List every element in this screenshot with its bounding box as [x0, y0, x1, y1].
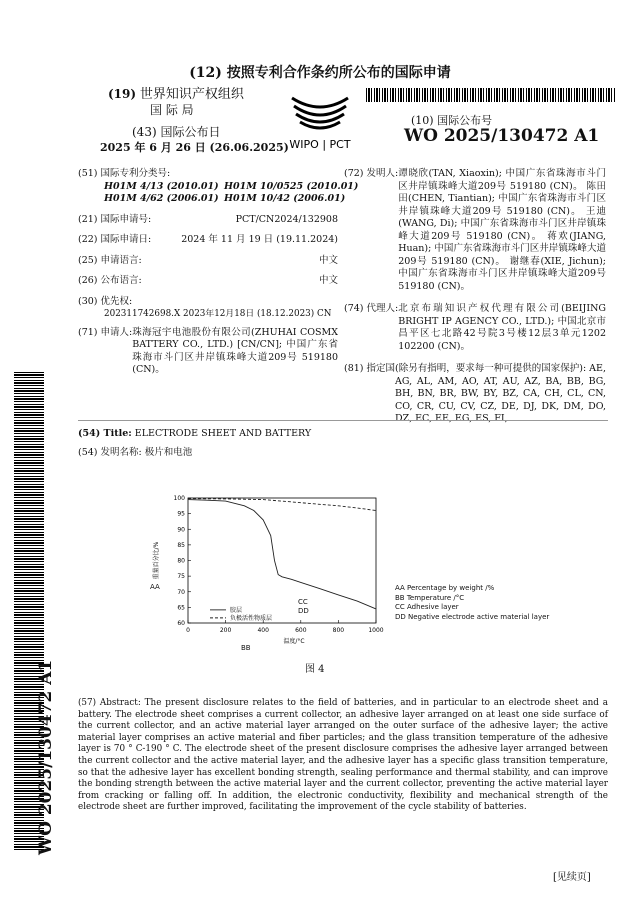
annot-aa: AA — [150, 583, 160, 591]
annot-cc: CC — [298, 598, 308, 606]
pubno-label: (10) 国际公布号 — [411, 114, 493, 127]
ipc-code: H01M 10/42 (2006.01) — [224, 193, 346, 204]
priority-label: (30) 优先权: — [78, 295, 133, 307]
applicant: 珠海冠宇电池股份有限公司(ZHUHAI COSMX BATTERY CO., LTD.) [CN/CN]; 中国广东省珠海市斗门区井岸镇珠峰大道209号 519180 (CN)。 — [132, 326, 338, 375]
y-tick-label: 70 — [177, 588, 185, 596]
appno: PCT/CN2024/132908 — [235, 213, 338, 225]
applicant-label: (71) 申请人: — [78, 326, 133, 338]
publang: 中文 — [318, 275, 338, 286]
series-line-1 — [188, 500, 376, 609]
legend-note: CC Adhesive layer — [395, 603, 459, 611]
wipo-logo — [270, 88, 370, 152]
x-tick-label: 600 — [295, 627, 307, 634]
x-tick-label: 1000 — [368, 627, 384, 634]
org-sub: 国 际 局 — [150, 103, 194, 117]
publication-number: WO 2025/130472 A1 — [404, 126, 600, 146]
y-axis-label: 重量百分比/% — [153, 541, 160, 580]
y-tick-label: 85 — [177, 541, 185, 549]
document-title: (12) 按照专利合作条约所公布的国际申请 — [189, 65, 451, 81]
continued-note: [见续页] — [553, 872, 591, 883]
figure-label: 图 4 — [305, 664, 325, 675]
right-column — [344, 168, 606, 426]
wipo-text: WIPO | PCT — [289, 138, 351, 151]
appdate-label: (22) 国际申请日: — [78, 234, 152, 245]
y-tick-label: 90 — [177, 526, 185, 534]
legend-notes — [395, 584, 549, 622]
barcode — [366, 88, 616, 102]
annot-bb: BB — [241, 644, 251, 652]
org-name: 世界知识产权组织 — [139, 87, 244, 102]
inventor: 谭晓欣(TAN, Xiaoxin); 中国广东省珠海市斗门区井岸镇珠峰大道209号 519180 (CN)。 陈田田(CHEN, Tiantian); 中国广东省珠海市斗门区井岸镇珠峰大道209号 519180 (CN)。 王迪(WANG, Di); 中国广东省珠海市斗门区井岸镇珠峰大道209号 519180 (CN)。 蒋欢(JIANG, Huan); 中国广东省珠海市斗门区井岸镇珠峰大道209号 519180 (CN)。 谢继春(XIE, Jichun); 中国广东省珠海市斗门区井岸镇珠峰大道209号 519180 (CN)。 — [398, 168, 606, 292]
publang-label: (26) 公布语言: — [78, 275, 142, 286]
title-en: ELECTRODE SHEET AND BATTERY — [134, 428, 312, 439]
legend-note: AA Percentage by weight /% — [395, 584, 495, 592]
states: (除另有指明，要求每一种可提供的国家保护): AE, AG, AL, AM, AO, AT, AU, AZ, BA, BB, BG, BH, BN, BR, BW, BY, BZ, CA, CH, CL, CN, CO, CR, CU, CV, CZ, DE, DJ, DK, DM, DO, DZ, EC, EE, EG, ES, FI, — [395, 363, 606, 424]
appdate: 2024 年 11 月 19 日 (19.11.2024) — [181, 234, 338, 245]
abstract: (57) Abstract: The present disclosure relates to the field of batteries, and in particular to an electrode sheet and a battery. The electrode sheet comprises a current collector, an adhesive layer arranged on at least one side surface of the current collector, and an active material layer arranged on the outer surface of the adhesive layer; the active material layer comprises an active material and fiber particles; and the glass transition temperature of the adhesive layer is 70 ° C-190 ° C. The electrode sheet of the present disclosure comprises the adhesive layer arranged between the current collector and the active material layer, and the adhesive layer has a specific glass transition temperature, so that the adhesive layer has excellent bonding strength, sealing performance and thermal stability, and can improve the bonding strength between the active material layer and the current collector, preventing the active material layer from cracking or falling off. In addition, the electronic conductivity, flexibility and mechanical strength of the electrode sheet are further improved, facilitating the improvement of the cycle stability of batteries. — [78, 698, 608, 813]
ipc-code: H01M 4/62 (2006.01) — [104, 193, 219, 204]
y-tick-label: 75 — [177, 573, 185, 581]
legend-note: BB Temperature /°C — [395, 593, 465, 602]
ipc-code: H01M 4/13 (2010.01) — [104, 180, 219, 192]
x-tick-label: 200 — [219, 627, 232, 634]
tga-chart — [150, 480, 390, 650]
legend-label: 胶层 — [230, 606, 243, 614]
legend-label: 负极活性物质层 — [230, 614, 273, 622]
annot-dd: DD — [298, 607, 309, 615]
states-label: (81) 指定国 — [344, 363, 396, 374]
agent: 北京布瑞知识产权代理有限公司(BEIJING BRIGHT IP AGENCY CO., LTD.); 中国北京市昌平区七北路42号院3号楼12层3单元1202 102200 (CN)。 — [398, 303, 606, 352]
priority: 202311742698.X 2023年12月18日 (18.12.2023) CN — [104, 309, 332, 319]
side-publication-number: WO 2025/130472 A1 — [36, 659, 56, 855]
title-cn-label: (54) 发明名称: — [78, 446, 142, 458]
y-tick-label: 100 — [173, 495, 185, 502]
y-tick-label: 65 — [177, 604, 185, 612]
org-num: (19) — [108, 87, 137, 101]
pubdate: 2025 年 6 月 26 日 (26.06.2025) — [100, 141, 289, 154]
title-en-label: (54) Title: — [78, 428, 132, 439]
title-block — [78, 428, 608, 459]
divider — [78, 420, 608, 421]
plot-frame — [188, 498, 376, 623]
y-tick-label: 95 — [177, 510, 185, 518]
agent-label: (74) 代理人: — [344, 303, 399, 314]
ipc-label: (51) 国际专利分类号: — [78, 168, 171, 179]
appno-label: (21) 国际申请号: — [78, 213, 152, 225]
y-tick-label: 80 — [177, 557, 185, 565]
x-axis-label: 温度/°C — [283, 638, 305, 645]
lang-label: (25) 申请语言: — [78, 254, 142, 266]
pubdate-label: (43) 国际公布日 — [132, 125, 221, 139]
x-tick-label: 0 — [186, 627, 190, 634]
y-tick-label: 60 — [177, 620, 185, 627]
ipc-code: H01M 10/0525 (2010.01) — [224, 180, 359, 192]
title-cn: 极片和电池 — [144, 446, 193, 458]
left-column — [78, 168, 359, 377]
x-tick-label: 400 — [257, 627, 269, 634]
inventor-label: (72) 发明人: — [344, 168, 399, 179]
legend-note: DD Negative electrode active material layer — [395, 612, 550, 621]
x-tick-label: 800 — [332, 627, 345, 634]
lang: 中文 — [318, 254, 338, 266]
